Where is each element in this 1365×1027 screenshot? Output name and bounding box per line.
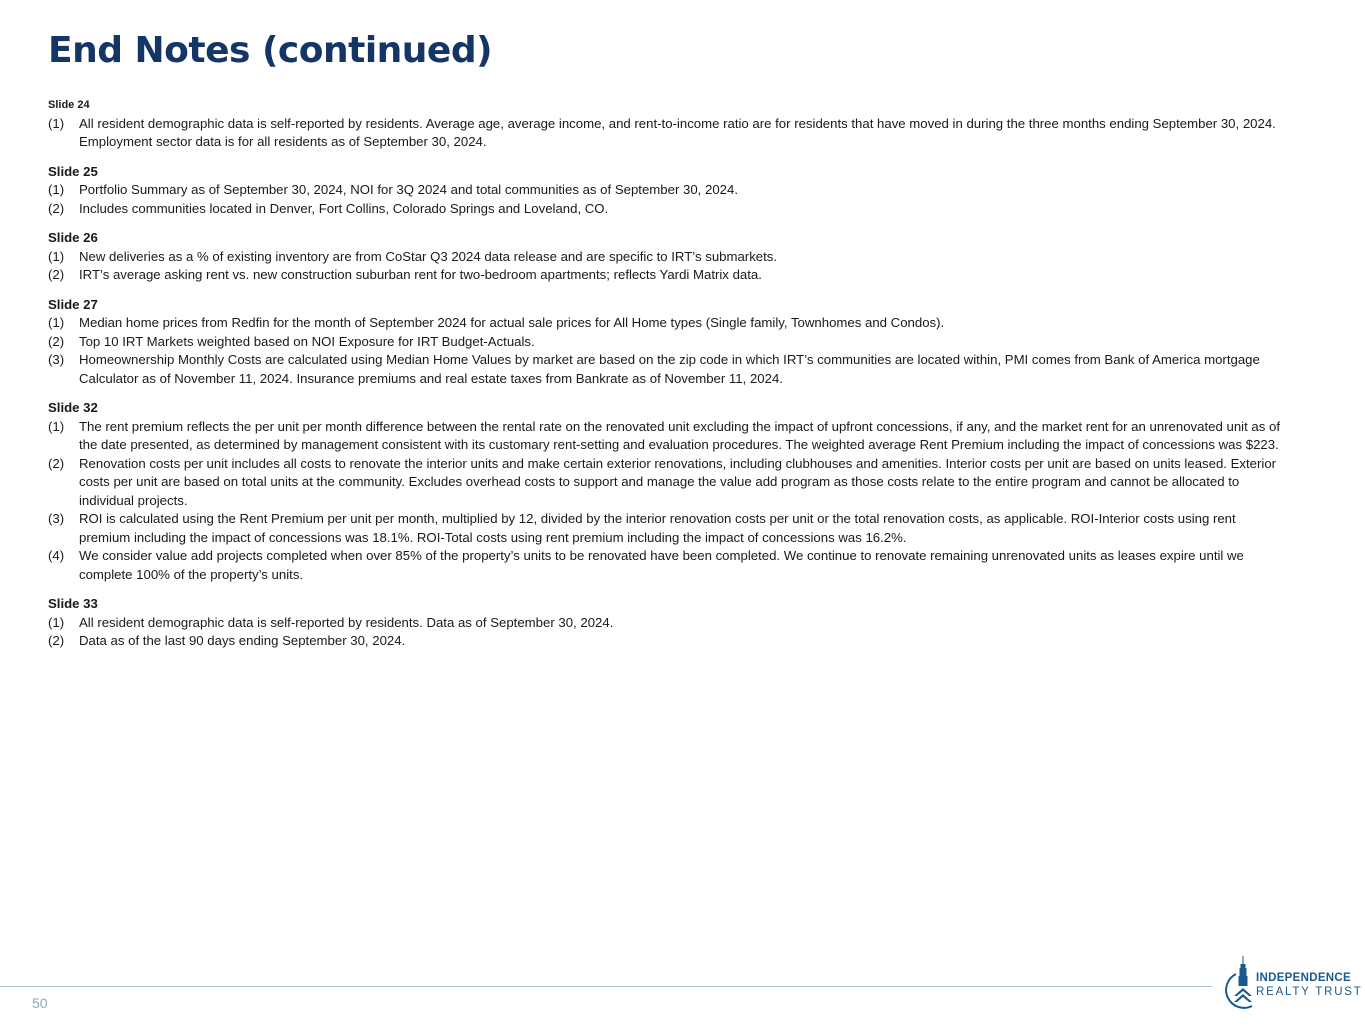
section-heading: Slide 27 [48, 296, 98, 312]
note-number: (3) [48, 511, 65, 526]
independence-hall-logo-icon [1222, 954, 1258, 1010]
note-text: Median home prices from Redfin for the month of September 2024 for actual sale prices for All Home types (Single family, Townhomes and Condos). [79, 315, 945, 330]
section-heading: Slide 32 [48, 400, 98, 415]
note-item [48, 266, 1283, 285]
note-item [48, 632, 1283, 651]
note-item [48, 248, 1283, 267]
note-text: Includes communities located in Denver, Fort Collins, Colorado Springs and Loveland, CO. [79, 200, 609, 216]
note-text: We consider value add projects completed when over 85% of the property’s units to be renovated have been completed. We continue to renovate remaining unrenovated units as leases expire until we complete 100% of the property’s units. [79, 548, 1244, 582]
note-item [48, 181, 1283, 200]
note-text: All resident demographic data is self-reported by residents. Data as of September 30, 2024. [79, 614, 614, 630]
note-item [48, 115, 1283, 152]
section-heading: Slide 24 [48, 99, 90, 111]
note-number: (1) [48, 115, 65, 131]
note-number: (2) [48, 455, 65, 471]
note-item [48, 418, 1283, 455]
note-item [48, 614, 1283, 633]
section-slide-26 [48, 229, 1283, 285]
note-item [48, 510, 1283, 547]
note-number: (3) [48, 352, 65, 367]
note-item [48, 547, 1283, 584]
logo-text-line-2: REALTY TRUST [1256, 986, 1363, 998]
note-text: ROI is calculated using the Rent Premium per unit per month, multiplied by 12, divided by the interior renovation costs per unit or the total renovation costs, as applicable. ROI-Interior costs using rent premium including the impact of concessions was 18.1%. ROI-Total costs using rent premium including the impact of concessions was 16.2%. [79, 511, 1236, 545]
note-number: (1) [48, 418, 65, 434]
note-text: New deliveries as a % of existing inventory are from CoStar Q3 2024 data release and are specific to IRT’s submarkets. [79, 248, 778, 264]
note-number: (2) [48, 633, 65, 648]
note-text: Homeownership Monthly Costs are calculated using Median Home Values by market are based on the zip code in which IRT’s communities are located within, PMI comes from Bank of America mortgage Calculator as of November 11, 2024. Insurance premiums and real estate taxes from Bankrate as of November 11, 2024. [79, 352, 1260, 386]
page-title: End Notes (continued) [48, 30, 493, 71]
note-item [48, 314, 1283, 333]
section-slide-24 [48, 96, 1283, 152]
note-text: Top 10 IRT Markets weighted based on NOI Exposure for IRT Budget-Actuals. [79, 333, 535, 349]
note-item [48, 351, 1283, 388]
section-slide-25 [48, 163, 1283, 219]
note-number: (4) [48, 548, 65, 563]
note-number: (1) [48, 248, 65, 264]
section-slide-32 [48, 399, 1283, 584]
section-heading: Slide 25 [48, 163, 98, 179]
note-text: Renovation costs per unit includes all costs to renovate the interior units and make certain exterior renovations, including clubhouses and amenities. Interior costs per unit are based on units leased. Exterior costs per unit are based on total units at the community. Excludes overhead costs to support and manage the value add program as those costs relate to the entire program and cannot be allocated to individual projects. [79, 455, 1277, 508]
section-heading: Slide 33 [48, 596, 98, 611]
logo-text-line-1: INDEPENDENCE [1256, 972, 1351, 984]
note-number: (2) [48, 267, 65, 282]
section-heading: Slide 26 [48, 230, 98, 245]
section-slide-33 [48, 595, 1283, 651]
company-logo [1222, 954, 1362, 1012]
note-number: (1) [48, 182, 65, 197]
note-text: IRT’s average asking rent vs. new construction suburban rent for two-bedroom apartments; reflects Yardi Matrix data. [79, 267, 762, 282]
end-notes-content [48, 96, 1283, 662]
note-number: (1) [48, 614, 65, 630]
section-slide-27 [48, 296, 1283, 389]
footer-divider [0, 986, 1212, 987]
note-text: Data as of the last 90 days ending September 30, 2024. [79, 633, 406, 648]
note-text: Portfolio Summary as of September 30, 2024, NOI for 3Q 2024 and total communities as of September 30, 2024. [79, 182, 738, 197]
note-item [48, 333, 1283, 352]
note-text: All resident demographic data is self-reported by residents. Average age, average income, and rent-to-income ratio are for residents that have moved in during the three months ending September 30, 2024. Employment sector data is for all residents as of September 30, 2024. [79, 115, 1276, 149]
page-number: 50 [32, 995, 48, 1011]
note-item [48, 455, 1283, 511]
note-number: (1) [48, 315, 65, 330]
note-number: (2) [48, 200, 65, 216]
note-text: The rent premium reflects the per unit per month difference between the rental rate on the renovated unit excluding the impact of upfront concessions, if any, and the market rent for an unrenovated unit as of the date presented, as determined by management consistent with its customary rent-setting and evaluation procedures. The weighted average Rent Premium including the impact of concessions was $223. [79, 418, 1281, 452]
note-item [48, 200, 1283, 219]
note-number: (2) [48, 333, 65, 349]
